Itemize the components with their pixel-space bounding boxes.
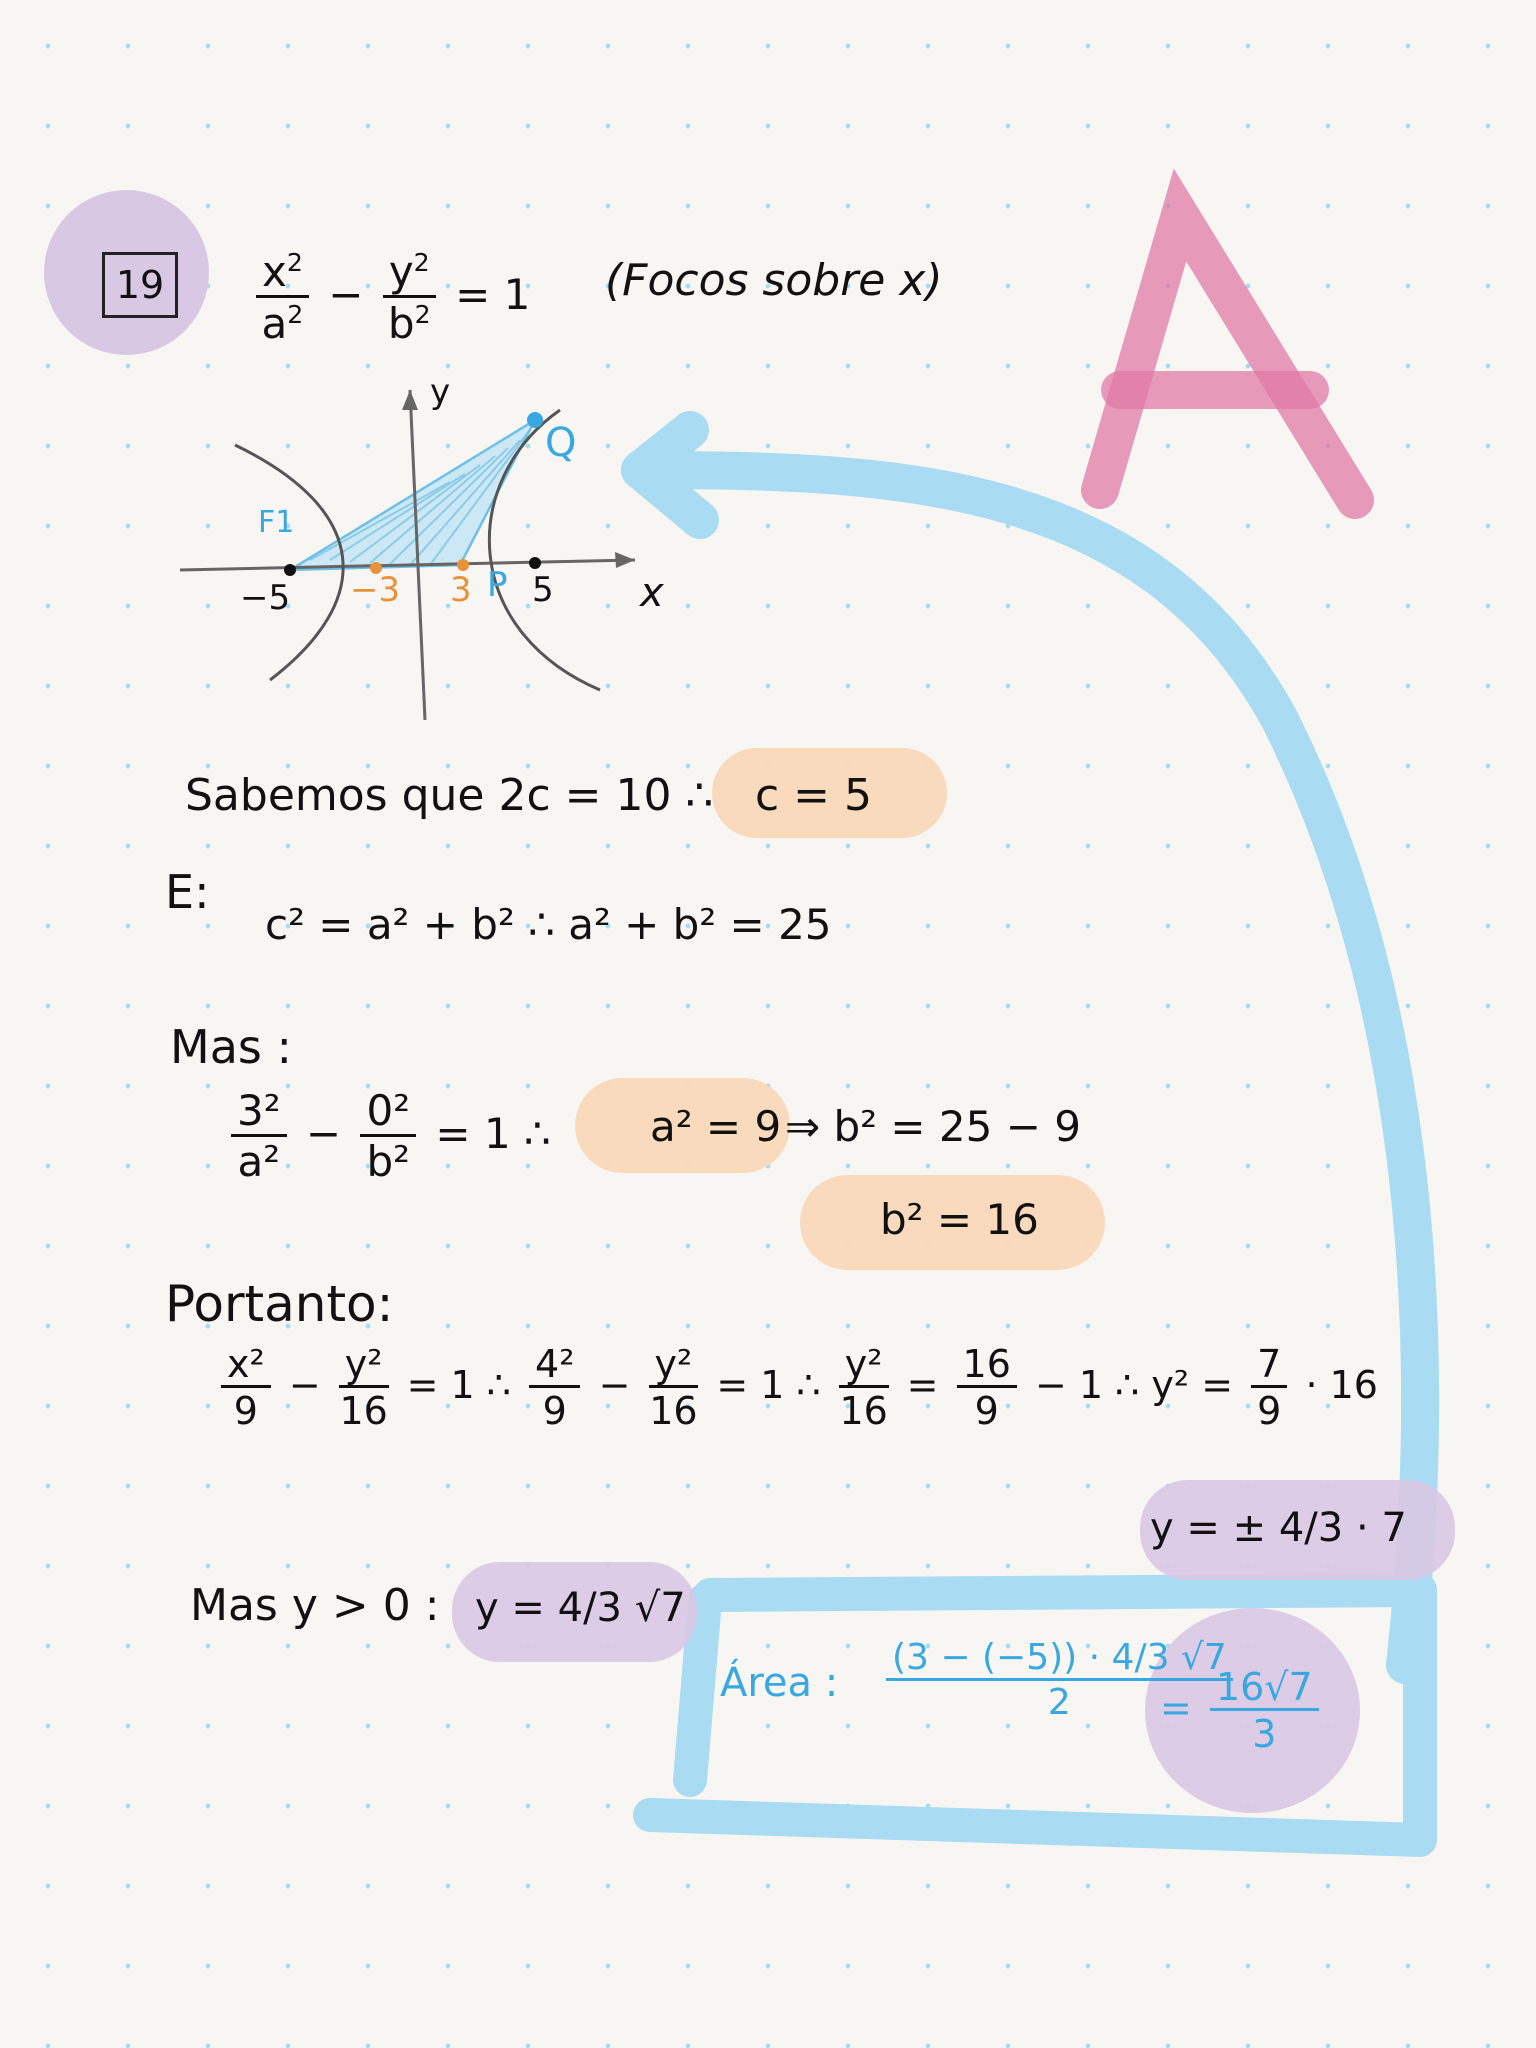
line-y-value: y = 4/3 √7	[475, 1585, 686, 1631]
area-formula: $\frac{(3 - (-5)) \cdot 4/3 √7}{2}$	[880, 1640, 1239, 1721]
line-c-equals-5: c = 5	[755, 770, 873, 821]
line-equation-chain: $\frac{\text{x²}}{9}$ − $\frac{\text{y²}}{16}$ = 1 ∴ $\frac{\text{4²}}{9}$ − $\frac{\text{y²}}{16}$ = 1 ∴ $\frac{\text{y²}}{16}$ = $\frac{16}{9}$ − 1 ∴ y² = $\frac{7}{9}$ · 16	[215, 1345, 1378, 1430]
big-letter-a-drawing	[1100, 215, 1355, 500]
tick-minus-5: −5	[240, 578, 291, 618]
line-y-plus-minus: y = ± 4/3 · 7	[1150, 1505, 1407, 1551]
graph-x-label: x	[640, 570, 664, 616]
graph-point-p-label: P	[487, 565, 508, 605]
focus-right-dot	[529, 557, 541, 569]
graph-point-q-label: Q	[545, 420, 577, 466]
point-q-dot	[527, 412, 543, 428]
tick-3: 3	[450, 570, 472, 610]
line-portanto-label: Portanto:	[165, 1275, 394, 1333]
graph-f1-label: F1	[258, 505, 295, 540]
foci-note: (Focos sobre x)	[605, 255, 943, 306]
problem-number: 19	[102, 252, 178, 318]
hyperbola-equation: $\frac{x^2}{a^2}$ − $\frac{y^2}{b^2}$ = 1	[250, 250, 530, 345]
area-result: = $\frac{16√7}{3}$	[1160, 1668, 1325, 1753]
graph-y-label: y	[430, 372, 451, 412]
line-mas-label: Mas :	[170, 1020, 292, 1074]
tick-5: 5	[532, 570, 554, 610]
focus-left-dot	[284, 564, 296, 576]
line-vertex-substitution: $\frac{\text{3²}}{\text{a²}}$ − $\frac{\text{0²}}{\text{b²}}$ = 1 ∴	[225, 1090, 551, 1183]
hyperbola-graph	[160, 370, 680, 730]
line-mas-y-positive: Mas y > 0 :	[190, 1580, 440, 1631]
tick-minus-3: −3	[350, 570, 401, 610]
line-c-squared: c² = a² + b² ∴ a² + b² = 25	[265, 900, 832, 949]
line-a2-equals-9: a² = 9	[650, 1102, 782, 1151]
line-e-label: E:	[165, 865, 210, 919]
area-label: Área :	[720, 1660, 839, 1706]
line-b2-derivation: ⇒ b² = 25 − 9	[785, 1102, 1081, 1151]
line-b2-equals-16: b² = 16	[880, 1195, 1039, 1244]
line-sabemos: Sabemos que 2c = 10 ∴	[185, 770, 714, 821]
